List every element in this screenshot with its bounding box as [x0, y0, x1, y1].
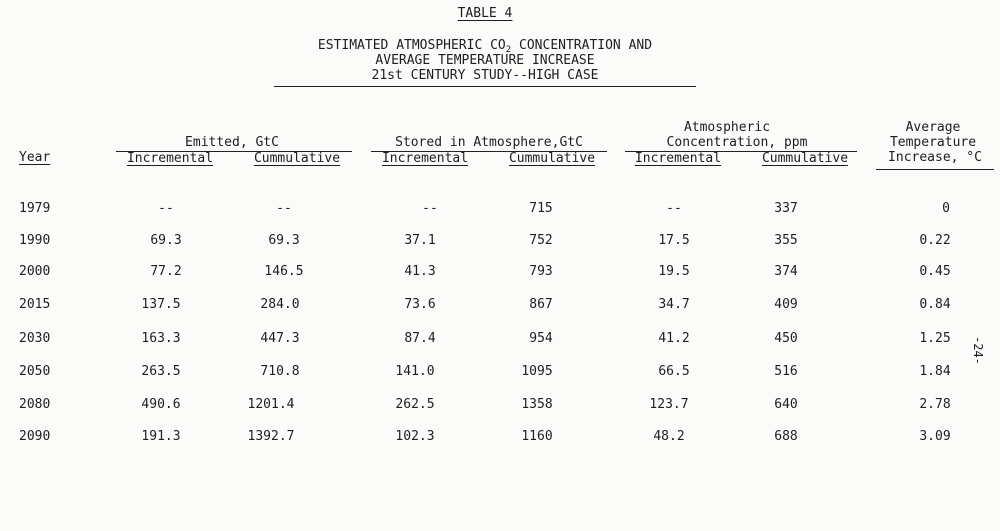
cell-conc-inc: --: [666, 201, 682, 216]
cell-emit-cum: --: [276, 201, 292, 216]
cell-conc-inc: 123.7: [649, 397, 689, 412]
cell-year: 2050: [19, 364, 51, 379]
cell-year: 2030: [19, 331, 51, 346]
header-stored-cumulative: Cummulative: [508, 151, 596, 166]
cell-emit-inc: 191.3: [141, 429, 181, 444]
cell-conc-inc: 34.7: [658, 297, 690, 312]
cell-emit-inc: 69.3: [150, 233, 182, 248]
cell-stored-inc: 87.4: [404, 331, 436, 346]
cell-conc-cum: 640: [774, 397, 798, 412]
header-year: Year: [19, 150, 51, 165]
cell-emit-cum: 284.0: [260, 297, 300, 312]
cell-stored-cum: 1160: [521, 429, 553, 444]
header-concentration-1: Atmospheric: [683, 120, 771, 135]
cell-year: 1979: [19, 201, 51, 216]
cell-emit-inc: 163.3: [141, 331, 181, 346]
cell-year: 2015: [19, 297, 51, 312]
cell-stored-inc: 41.3: [404, 264, 436, 279]
title-line-1-subscript: 2: [505, 45, 512, 55]
cell-stored-inc: 102.3: [395, 429, 435, 444]
cell-stored-inc: 37.1: [404, 233, 436, 248]
cell-conc-cum: 516: [774, 364, 798, 379]
cell-stored-cum: 793: [529, 264, 553, 279]
cell-stored-cum: 752: [529, 233, 553, 248]
cell-emit-inc: --: [158, 201, 174, 216]
cell-conc-cum: 355: [774, 233, 798, 248]
header-conc-incremental: Incremental: [634, 151, 722, 166]
cell-year: 2000: [19, 264, 51, 279]
header-temp-3: Increase, °C: [888, 150, 982, 165]
cell-conc-inc: 66.5: [658, 364, 690, 379]
header-stored: Stored in Atmosphere,GtC: [395, 135, 583, 150]
cell-temp: 1.84: [919, 364, 951, 379]
cell-emit-cum: 1392.7: [247, 429, 295, 444]
header-stored-incremental: Incremental: [381, 151, 469, 166]
cell-conc-inc: 48.2: [653, 429, 685, 444]
cell-emit-cum: 447.3: [260, 331, 300, 346]
cell-conc-cum: 688: [774, 429, 798, 444]
cell-conc-cum: 409: [774, 297, 798, 312]
header-emitted: Emitted, GtC: [185, 135, 279, 150]
header-temp-1: Average: [905, 120, 961, 135]
header-conc-cumulative: Cummulative: [761, 151, 849, 166]
cell-year: 2090: [19, 429, 51, 444]
cell-emit-cum: 69.3: [268, 233, 300, 248]
cell-conc-inc: 17.5: [658, 233, 690, 248]
cell-conc-cum: 450: [774, 331, 798, 346]
header-emitted-incremental: Incremental: [126, 151, 214, 166]
cell-temp: 1.25: [919, 331, 951, 346]
page-number: -24-: [971, 336, 985, 365]
cell-stored-inc: 73.6: [404, 297, 436, 312]
cell-temp: 0.22: [919, 233, 951, 248]
header-emitted-cumulative: Cummulative: [253, 151, 341, 166]
cell-stored-inc: 141.0: [395, 364, 435, 379]
cell-emit-inc: 137.5: [141, 297, 181, 312]
title-line-2: AVERAGE TEMPERATURE INCREASE: [375, 53, 595, 68]
cell-stored-inc: 262.5: [395, 397, 435, 412]
cell-stored-inc: --: [422, 201, 438, 216]
cell-emit-inc: 263.5: [141, 364, 181, 379]
title-line-1-suffix: CONCENTRATION AND: [511, 38, 653, 53]
cell-emit-inc: 77.2: [150, 264, 182, 279]
cell-conc-cum: 337: [774, 201, 798, 216]
title-line-3: 21st CENTURY STUDY--HIGH CASE: [371, 68, 599, 83]
cell-year: 1990: [19, 233, 51, 248]
cell-stored-cum: 1095: [521, 364, 553, 379]
header-concentration-2: Concentration, ppm: [666, 135, 808, 150]
cell-conc-inc: 41.2: [658, 331, 690, 346]
cell-emit-cum: 1201.4: [247, 397, 295, 412]
cell-temp: 3.09: [919, 429, 951, 444]
table-label: TABLE 4: [457, 6, 513, 21]
title-line-1-prefix: ESTIMATED ATMOSPHERIC CO: [317, 38, 506, 53]
cell-temp: 0.45: [919, 264, 951, 279]
cell-emit-cum: 710.8: [260, 364, 300, 379]
cell-stored-cum: 1358: [521, 397, 553, 412]
rule-temp: [876, 169, 994, 170]
cell-temp: 0.84: [919, 297, 951, 312]
title-rule: [274, 86, 696, 87]
cell-conc-cum: 374: [774, 264, 798, 279]
cell-temp: 0: [942, 201, 950, 216]
cell-year: 2080: [19, 397, 51, 412]
header-temp-2: Temperature: [889, 135, 977, 150]
cell-temp: 2.78: [919, 397, 951, 412]
cell-stored-cum: 867: [529, 297, 553, 312]
cell-emit-cum: 146.5: [264, 264, 304, 279]
cell-stored-cum: 954: [529, 331, 553, 346]
cell-emit-inc: 490.6: [141, 397, 181, 412]
cell-stored-cum: 715: [529, 201, 553, 216]
cell-conc-inc: 19.5: [658, 264, 690, 279]
